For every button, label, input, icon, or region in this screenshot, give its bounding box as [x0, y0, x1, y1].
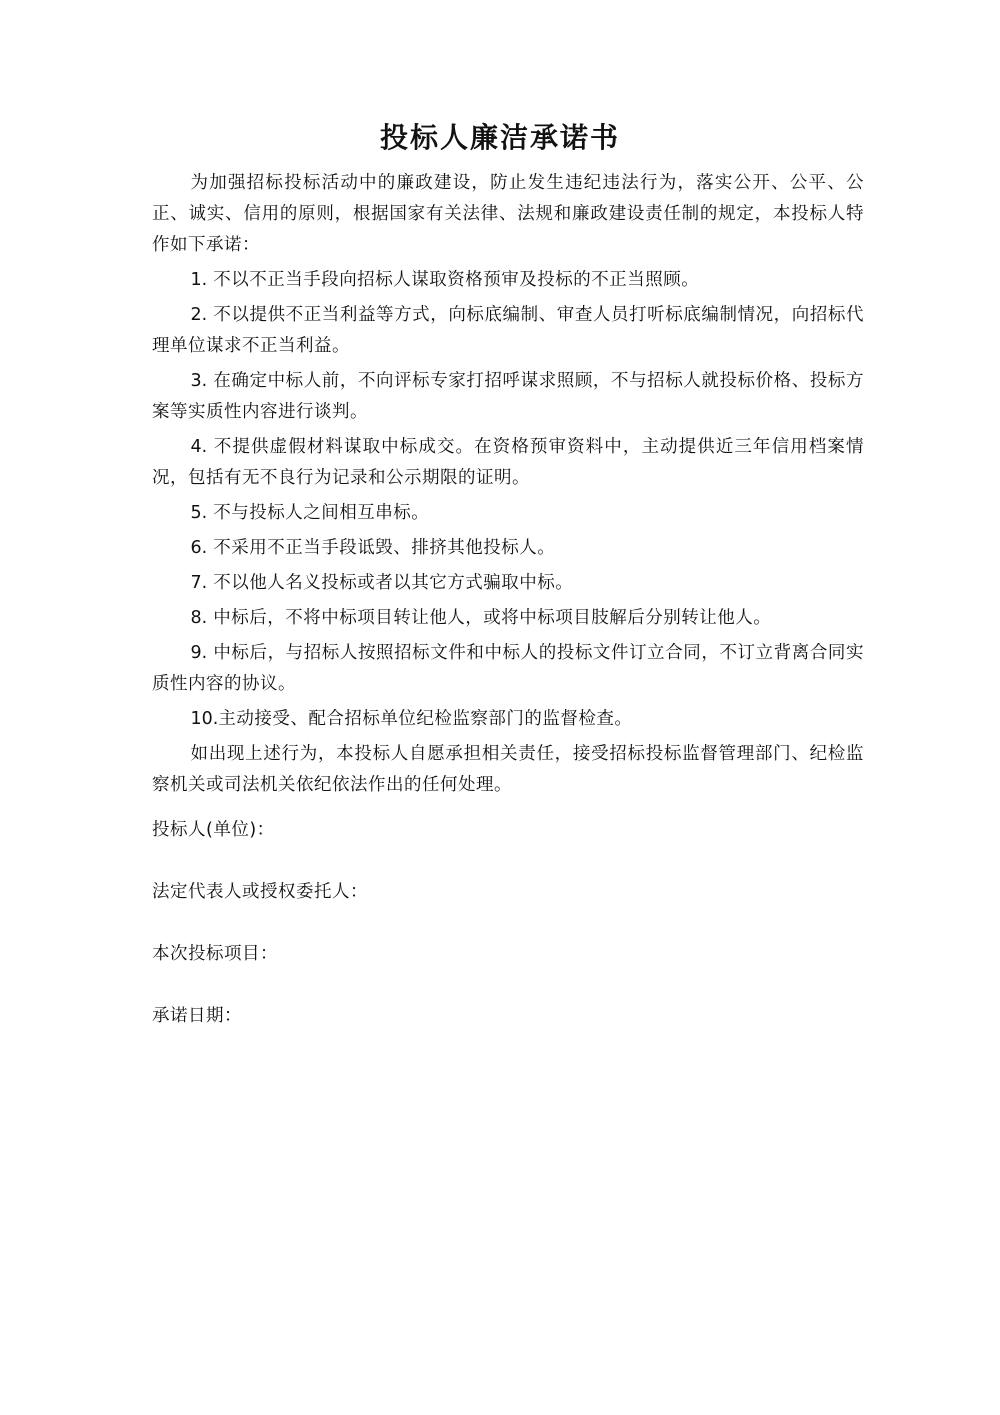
item-number: 9. — [190, 643, 208, 663]
commitment-item-8 — [152, 603, 864, 634]
item-text: 不以不正当手段向招标人谋取资格预审及投标的不正当照顾。 — [213, 270, 700, 290]
item-number: 10. — [190, 709, 219, 729]
commitment-item-2 — [152, 300, 864, 362]
closing-paragraph: 如出现上述行为，本投标人自愿承担相关责任，接受招标投标监督管理部门、纪检监察机关或司法机关依纪依法作出的任何处理。 — [152, 744, 864, 795]
signature-block — [152, 816, 864, 1064]
commitment-item-3 — [152, 366, 864, 428]
item-number: 5. — [190, 503, 208, 523]
commitment-item-9 — [152, 638, 864, 700]
commitment-item-10 — [152, 704, 864, 735]
item-text: 中标后，与招标人按照招标文件和中标人的投标文件订立合同，不订立背离合同实质性内容的协议。 — [152, 643, 864, 694]
item-number: 6. — [190, 538, 208, 558]
commitment-item-7 — [152, 568, 864, 599]
item-number: 2. — [190, 305, 208, 325]
commitment-item-4 — [152, 432, 864, 494]
item-text: 不以他人名义投标或者以其它方式骗取中标。 — [213, 573, 574, 593]
item-number: 1. — [190, 270, 208, 290]
project-field-label: 本次投标项目： — [152, 944, 278, 964]
document-title: 投标人廉洁承诺书 — [379, 121, 620, 154]
item-number: 3. — [190, 371, 208, 391]
item-text: 主动接受、配合招标单位纪检监察部门的监督检查。 — [218, 709, 633, 729]
commitment-item-5 — [152, 498, 864, 529]
item-text: 不以提供不正当利益等方式，向标底编制、审查人员打听标底编制情况，向招标代理单位谋求不正当利益。 — [152, 305, 864, 356]
item-text: 不与投标人之间相互串标。 — [213, 503, 430, 523]
item-number: 8. — [190, 608, 208, 628]
date-field-label: 承诺日期： — [152, 1006, 242, 1026]
item-text: 不提供虚假材料谋取中标成交。在资格预审资料中，主动提供近三年信用档案情况，包括有无不良行为记录和公示期限的证明。 — [152, 437, 864, 488]
document-body — [152, 168, 864, 805]
item-number: 4. — [190, 437, 208, 457]
commitment-item-1 — [152, 265, 864, 296]
commitment-item-6 — [152, 533, 864, 564]
item-text: 不采用不正当手段诋毁、排挤其他投标人。 — [213, 538, 556, 558]
intro-paragraph: 为加强招标投标活动中的廉政建设，防止发生违纪违法行为，落实公开、公平、公正、诚实、信用的原则，根据国家有关法律、法规和廉政建设责任制的规定，本投标人特作如下承诺： — [152, 173, 864, 255]
item-number: 7. — [190, 573, 208, 593]
representative-field-label: 法定代表人或授权委托人： — [152, 882, 368, 902]
item-text: 中标后，不将中标项目转让他人，或将中标项目肢解后分别转让他人。 — [213, 608, 772, 628]
item-text: 在确定中标人前，不向评标专家打招呼谋求照顾，不与招标人就投标价格、投标方案等实质性内容进行谈判。 — [152, 371, 864, 422]
bidder-field-label: 投标人(单位)： — [152, 820, 275, 840]
